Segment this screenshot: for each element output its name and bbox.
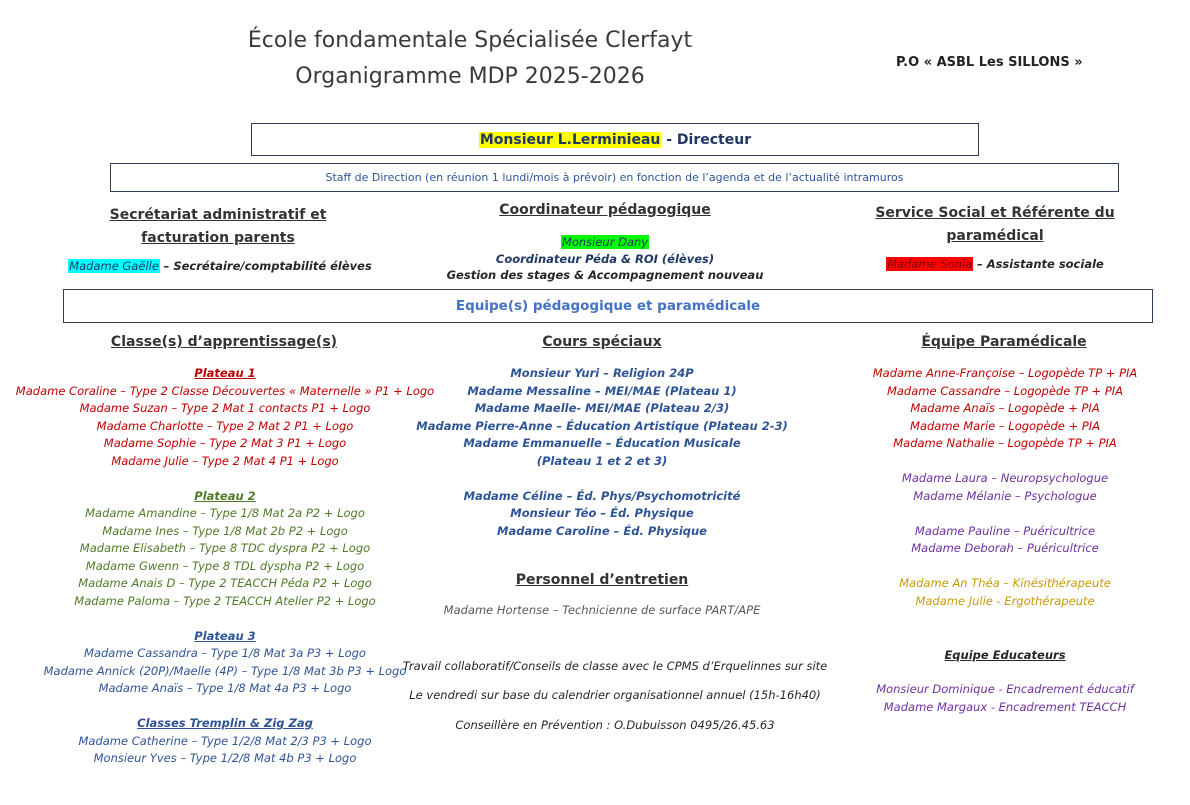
list-item: Madame Laura – Neuropsychologue: [901, 471, 1109, 485]
list-item: Monsieur Yves – Type 1/2/8 Mat 4b P3 + Logo: [93, 751, 357, 765]
list-item: Madame Pierre-Anne – Éducation Artistique (Plateau 2-3): [416, 418, 788, 433]
social-person-name: Madame Sonia: [887, 257, 973, 271]
social-person-role: – Assistante sociale: [976, 257, 1104, 271]
school-title: École fondamentale Spécialisée Clerfayt: [247, 28, 693, 53]
note-prevention: Conseillère en Prévention : O.Dubuisson 0495/26.45.63: [455, 718, 775, 732]
special-column: [400, 365, 804, 540]
note-cpms: Travail collaboratif/Conseils de classe avec le CPMS d’Erquelinnes sur site: [402, 659, 828, 673]
list-item: Madame Charlotte – Type 2 Mat 2 P1 + Logo: [96, 418, 354, 433]
list-item: Madame Suzan – Type 2 Mat 1 contacts P1 + Logo: [79, 401, 371, 415]
list-item: Madame Coraline – Type 2 Classe Découvertes « Maternelle » P1 + Logo: [15, 383, 435, 398]
special-title: Cours spéciaux: [542, 334, 662, 350]
list-item: Madame Deborah – Puéricultrice: [911, 541, 1099, 555]
paramedical-column: [840, 365, 1170, 610]
coordinator-person: Monsieur Dany: [561, 235, 649, 249]
paramedical-title: Équipe Paramédicale: [921, 334, 1087, 350]
tremplin-title: Classes Tremplin & Zig Zag: [137, 716, 313, 730]
list-item: Monsieur Dominique - Encadrement éducatif: [876, 682, 1134, 696]
list-item: (Plateau 1 et 2 et 3): [536, 453, 668, 468]
maintenance-item: Madame Hortense – Technicienne de surface PART/APE: [443, 603, 761, 617]
list-item: Madame Cassandra – Type 1/8 Mat 3a P3 + Logo: [84, 646, 366, 660]
director-name: Monsieur L.Lerminieau: [479, 131, 661, 148]
list-item: Madame Emmanuelle – Éducation Musicale: [463, 436, 741, 450]
classes-column: [0, 365, 450, 768]
list-item: Madame Julie - Ergothérapeute: [915, 593, 1095, 608]
list-item: Madame Pauline – Puéricultrice: [914, 523, 1096, 538]
educators-title: Equipe Educateurs: [944, 648, 1066, 662]
social-title: [845, 202, 1145, 248]
social-title-line2: paramédical: [946, 228, 1044, 244]
list-item: Madame Marie – Logopède + PIA: [910, 418, 1100, 433]
coordinator-role1: Coordinateur Péda & ROI (élèves): [495, 251, 715, 266]
secretariat-title-line1: Secrétariat administratif et: [109, 207, 327, 223]
list-item: Madame Margaux - Encadrement TEACCH: [883, 699, 1127, 714]
list-item: Madame Cassandre – Logopède TP + PIA: [886, 383, 1124, 398]
staff-box: [110, 163, 1119, 192]
coordinator-block: [440, 234, 770, 284]
secretariat-person-name: Madame Gaëlle: [69, 259, 159, 273]
list-item: Madame Anne-Françoise – Logopède TP + PIA: [872, 366, 1138, 380]
list-item: Madame Anaïs – Type 1/8 Mat 4a P3 + Logo: [98, 681, 352, 695]
list-item: Madame Catherine – Type 1/2/8 Mat 2/3 P3 + Logo: [78, 733, 372, 748]
list-item: Madame Amandine – Type 1/8 Mat 2a P2 + Logo: [85, 506, 365, 520]
list-item: Madame Sophie – Type 2 Mat 3 P1 + Logo: [103, 436, 347, 450]
list-item: Madame Messaline – MEI/MAE (Plateau 1): [467, 383, 737, 398]
coordinator-role2: Gestion des stages & Accompagnement nouveau: [446, 268, 764, 282]
secretariat-person-role: – Secrétaire/comptabilité élèves: [163, 259, 372, 273]
plateau3-title: Plateau 3: [194, 628, 256, 643]
list-item: Madame Céline – Éd. Phys/Psychomotricité: [463, 488, 741, 503]
po-label: P.O « ASBL Les SILLONS »: [896, 55, 1083, 70]
list-item: Madame An Théa – Kinésithérapeute: [899, 576, 1111, 590]
social-title-line1: Service Social et Référente du: [875, 205, 1115, 221]
secretariat-title-line2: facturation parents: [141, 230, 295, 246]
director-box: [251, 123, 979, 156]
list-item: Madame Annick (20P)/Maelle (4P) – Type 1/8 Mat 3b P3 + Logo: [43, 663, 407, 678]
list-item: Madame Anais D – Type 2 TEACCH Péda P2 + Logo: [78, 576, 372, 590]
secretariat-person: [60, 258, 380, 276]
plateau1-title: Plateau 1: [194, 366, 256, 380]
staff-text: Staff de Direction (en réunion 1 lundi/mois à prévoir) en fonction de l’agenda et de l’actualité intramuros: [325, 171, 904, 184]
list-item: Monsieur Yuri – Religion 24P: [510, 366, 694, 380]
director-role: - Directeur: [666, 131, 752, 148]
social-person: [845, 256, 1145, 274]
list-item: Madame Maelle- MEI/MAE (Plateau 2/3): [474, 401, 730, 415]
coordinator-title: Coordinateur pédagogique: [499, 202, 711, 218]
classes-title: Classe(s) d’apprentissage(s): [110, 334, 338, 350]
plateau2-title: Plateau 2: [194, 488, 256, 503]
educators-list: [840, 681, 1170, 716]
list-item: Madame Nathalie – Logopède TP + PIA: [893, 436, 1117, 450]
list-item: Madame Caroline – Éd. Physique: [497, 523, 707, 538]
note-friday: Le vendredi sur base du calendrier organisationnel annuel (15h-16h40): [409, 688, 821, 702]
list-item: Madame Gwenn – Type 8 TDL dyspha P2 + Logo: [85, 558, 365, 573]
list-item: Madame Anaïs – Logopède + PIA: [910, 401, 1100, 415]
list-item: Madame Mélanie – Psychologue: [913, 488, 1097, 503]
team-box: [63, 289, 1153, 323]
list-item: Madame Elisabeth – Type 8 TDC dyspra P2 + Logo: [79, 541, 371, 555]
list-item: Madame Ines – Type 1/8 Mat 2b P2 + Logo: [102, 523, 348, 538]
list-item: Madame Julie – Type 2 Mat 4 P1 + Logo: [111, 453, 339, 468]
maintenance-title: Personnel d’entretien: [515, 572, 689, 588]
list-item: Monsieur Téo – Éd. Physique: [510, 506, 694, 520]
secretariat-title: [68, 204, 368, 250]
organigram-title: Organigramme MDP 2025-2026: [295, 64, 645, 89]
list-item: Madame Paloma – Type 2 TEACCH Atelier P2 + Logo: [74, 593, 376, 608]
team-box-text: Equipe(s) pédagogique et paramédicale: [455, 298, 761, 314]
